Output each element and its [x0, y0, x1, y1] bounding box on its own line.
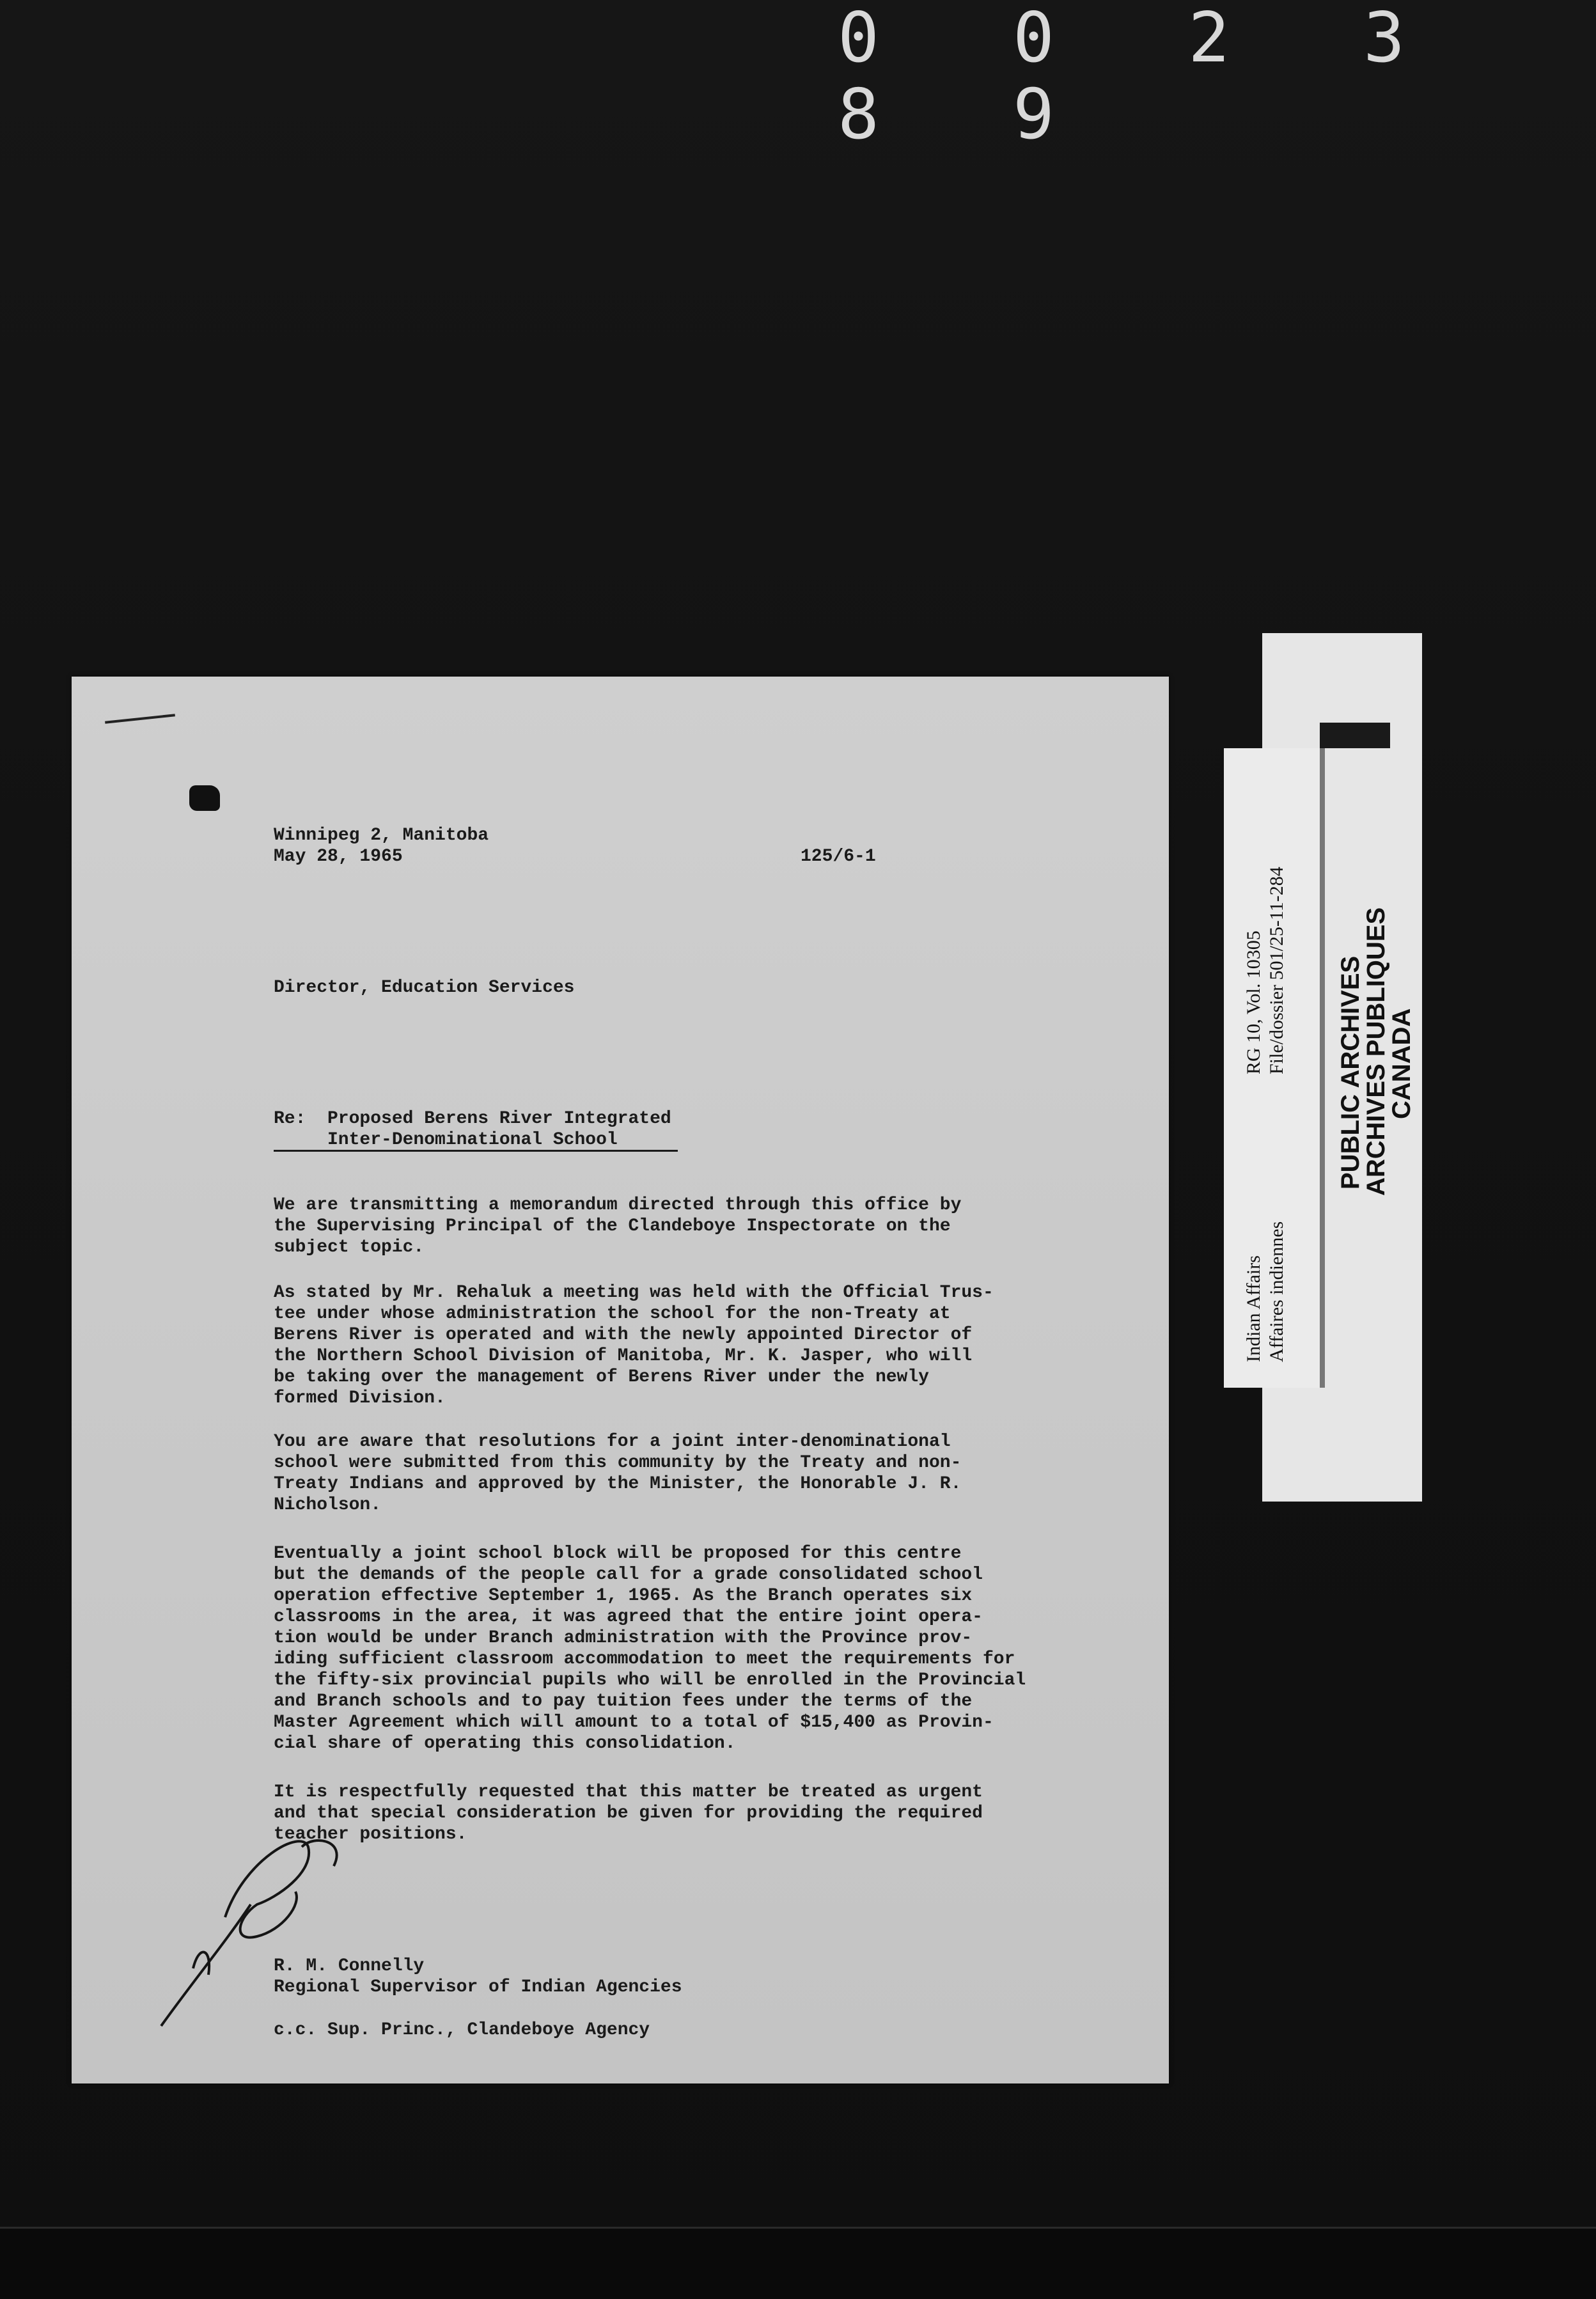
- paragraph-3: You are aware that resolutions for a joint inter-denominational school were submitted from this community by the Treaty and non- Treaty Indians and approved by the Minister, the Honorable J. R. Nicholson.: [274, 1432, 962, 1515]
- addressee: Director, Education Services: [274, 978, 575, 998]
- re-label: Re:: [274, 1109, 306, 1129]
- paragraph-4: Eventually a joint school block will be proposed for this centre but the demands of the people call for a grade consolidated school operation effective September 1, 1965. As the Branch operates six classrooms in the area, it was agreed that the entire joint opera- tion would be under Branch administration with the Province prov- iding sufficient classroom accommodation to meet the requirements for the fifty-six provincial pupils who will be enrolled in the Provincial and Branch schools and to pay tuition fees under the terms of the Master Agreement which will amount to a total of $15,400 as Provin- cial share of operating this consolidation.: [274, 1544, 1026, 1754]
- subject-line-2: Inter-Denominational School: [327, 1130, 618, 1150]
- ink-mark: [105, 714, 175, 723]
- letter-page: [72, 677, 1169, 2083]
- file-reference: 125/6-1: [801, 847, 876, 867]
- country: CANADA: [1388, 1008, 1416, 1119]
- label-step: [1320, 723, 1390, 748]
- record-group: RG 10, Vol. 10305: [1243, 930, 1264, 1074]
- film-bottom-strip: [0, 2227, 1596, 2299]
- carbon-copy: c.c. Sup. Princ., Clandeboye Agency: [274, 2020, 650, 2040]
- handwritten-signature: [155, 1821, 385, 2032]
- dept-fr: Affaires indiennes: [1266, 1221, 1287, 1362]
- file-number: File/dossier 501/25-11-284: [1266, 867, 1287, 1074]
- punch-hole: [189, 785, 220, 811]
- archive-label: [1224, 633, 1422, 1502]
- subject-line-1: Proposed Berens River Integrated: [327, 1109, 671, 1129]
- paragraph-1: We are transmitting a memorandum directed through this office by the Supervising Principal of the Clandeboye Inspectorate on the subject topic.: [274, 1195, 962, 1257]
- paragraph-2: As stated by Mr. Rehaluk a meeting was held with the Official Trus- tee under whose administration the school for the non-Treaty at Berens River is operated and with the newly appointed Director of the Northern School Division of Manitoba, Mr. K. Jasper, who will be taking over the management of Berens River under the newly formed Division.: [274, 1283, 994, 1408]
- archives-fr: ARCHIVES PUBLIQUES: [1362, 907, 1390, 1196]
- subject-underline: [274, 1150, 678, 1152]
- frame-number: 0 0 2 3 8 9: [838, 0, 1451, 155]
- letter-date: May 28, 1965: [274, 847, 403, 867]
- signatory-name: R. M. Connelly: [274, 1956, 425, 1976]
- signatory-title: Regional Supervisor of Indian Agencies: [274, 1977, 682, 1997]
- letter-place: Winnipeg 2, Manitoba: [274, 826, 489, 845]
- dept-en: Indian Affairs: [1243, 1255, 1264, 1362]
- archives-en: PUBLIC ARCHIVES: [1336, 955, 1365, 1189]
- paragraph-5: It is respectfully requested that this matter be treated as urgent and that special consideration be given for providing the required teacher positions.: [274, 1782, 983, 1844]
